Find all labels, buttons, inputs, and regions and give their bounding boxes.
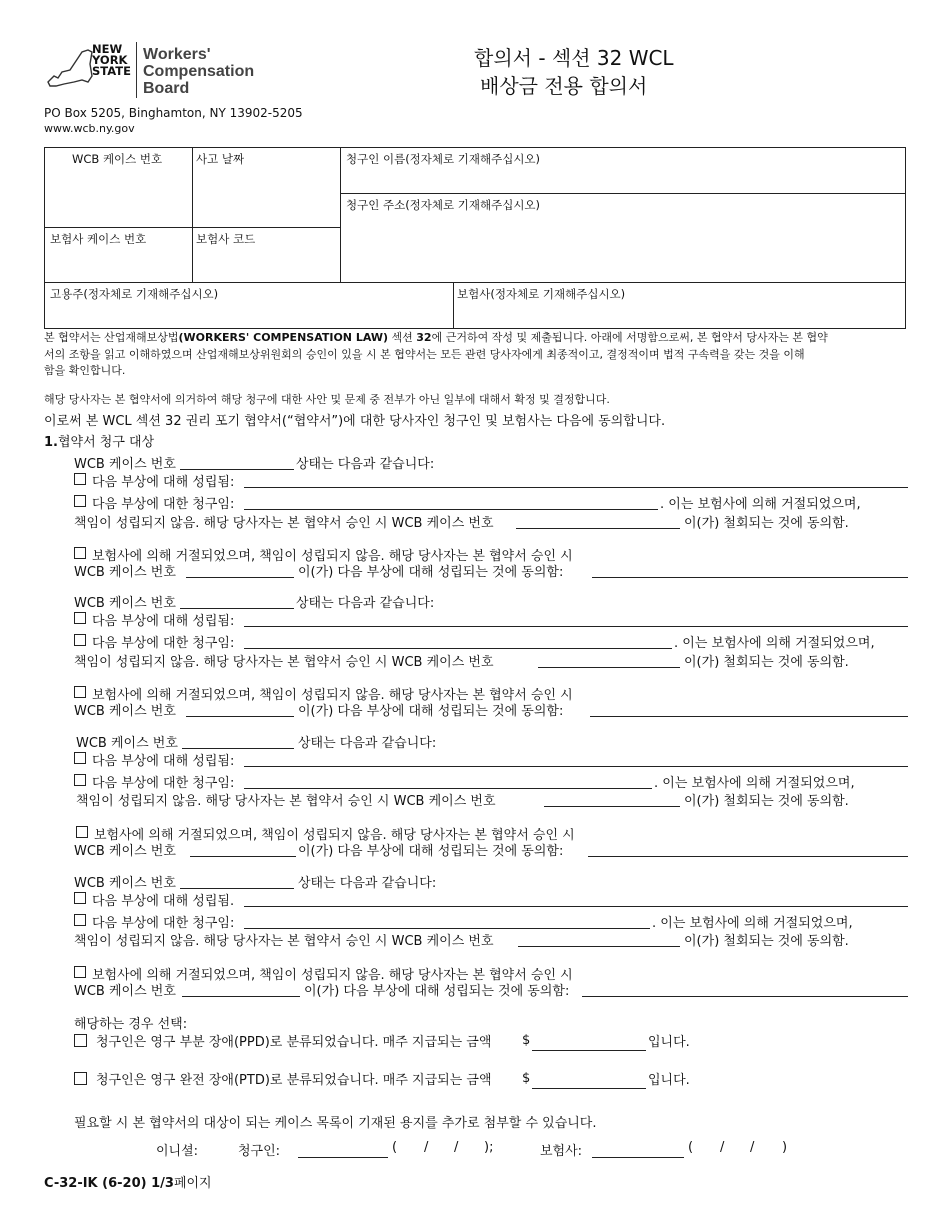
- case-4-wcb-label: WCB 케이스 번호: [74, 876, 176, 891]
- new-york-state-map-icon: [44, 42, 96, 90]
- case-1-denied-checkbox[interactable]: [74, 547, 86, 559]
- case-1-wcb-input[interactable]: [180, 469, 294, 470]
- insurer-field[interactable]: 보험사(정자체로 기재해주십시오): [457, 287, 626, 301]
- case-4-established-label: 다음 부상에 대해 성립됨.: [92, 894, 235, 909]
- case-1-agree-text: 이(가) 다음 부상에 대해 성립되는 것에 동의함:: [298, 565, 564, 580]
- employer-field[interactable]: 고용주(정자체로 기재해주십시오): [50, 287, 219, 301]
- case-4-established-checkbox[interactable]: [74, 892, 86, 904]
- case-2-status-label: 상태는 다음과 같습니다:: [296, 596, 435, 611]
- case-4-agree-injury-input[interactable]: [582, 996, 908, 997]
- case-4-no-liability-text: 책임이 성립되지 않음. 해당 당사자는 본 협약서 승인 시 WCB 케이스 번호: [74, 934, 494, 949]
- case-4-denied-label: 보험사에 의해 거절되었으며, 책임이 성립되지 않음. 해당 당사자는 본 협약서 승인 시: [92, 968, 573, 983]
- logo-org-text: Workers' Compensation Board: [143, 46, 255, 97]
- case-4-established-input[interactable]: [244, 906, 908, 907]
- intro-paragraph-line1: 본 협약서는 산업재해보상법(WORKERS' COMPENSATION LAW) 섹션 32에 근거하여 작성 및 제출됩니다. 아래에 서명함으로써, 본 협약서 당사자는 본 협약: [44, 331, 828, 344]
- claimant-date-open: (: [392, 1140, 398, 1155]
- section-1-heading: 1.협약서 청구 대상: [44, 435, 155, 450]
- case-3-claim-checkbox[interactable]: [74, 774, 86, 786]
- classification-heading: 해당하는 경우 선택:: [74, 1017, 188, 1032]
- ppd-currency: $: [522, 1033, 531, 1048]
- intro-paragraph-line2: 서의 조항을 읽고 이해하였으며 산업재해보상위원회의 승인이 있을 시 본 협약서는 모든 관련 당사자에게 최종적이고, 결정적이며 법적 구속력을 갖는 것을 이해: [44, 348, 805, 361]
- case-3-denied-checkbox[interactable]: [76, 826, 88, 838]
- case-1-agree-wcb-input[interactable]: [186, 577, 294, 578]
- case-3-claim-input[interactable]: [244, 788, 652, 789]
- logo-divider: [136, 42, 137, 98]
- insurer-date-year-input[interactable]: [756, 1141, 780, 1157]
- insurer-code-field[interactable]: 보험사 코드: [196, 232, 256, 246]
- initials-insurer-label: 보험사:: [540, 1144, 583, 1159]
- case-3-withdraw-text: 이(가) 철회되는 것에 동의함.: [684, 794, 849, 809]
- case-2-no-liability-text: 책임이 성립되지 않음. 해당 당사자는 본 협약서 승인 시 WCB 케이스 번호: [74, 655, 494, 670]
- insurer-case-number-field[interactable]: 보험사 케이스 번호: [50, 232, 147, 246]
- case-3-wcb-label: WCB 케이스 번호: [76, 736, 178, 751]
- case-2-denied-label: 보험사에 의해 거절되었으며, 책임이 성립되지 않음. 해당 당사자는 본 협약서 승인 시: [92, 688, 573, 703]
- case-3-established-input[interactable]: [244, 766, 908, 767]
- office-address: PO Box 5205, Binghamton, NY 13902-5205: [44, 106, 303, 120]
- case-1-wcb-label: WCB 케이스 번호: [74, 457, 176, 472]
- claimant-date-year-input[interactable]: [460, 1141, 482, 1157]
- case-2-established-label: 다음 부상에 대해 성립됨:: [92, 614, 235, 629]
- insurer-initials-input[interactable]: [592, 1157, 684, 1158]
- case-3-claim-label: 다음 부상에 대한 청구임:: [92, 776, 235, 791]
- claimant-date-slash-2: /: [454, 1140, 459, 1155]
- case-1-agree-injury-input[interactable]: [592, 577, 908, 578]
- case-2-agree-wcb-label: WCB 케이스 번호: [74, 704, 176, 719]
- case-4-wcb-input[interactable]: [180, 888, 294, 889]
- case-2-wcb-label: WCB 케이스 번호: [74, 596, 176, 611]
- intro-paragraph-line3: 함을 확인합니다.: [44, 364, 126, 377]
- case-2-claim-checkbox[interactable]: [74, 634, 86, 646]
- form-footer: C-32-IK (6-20) 1/3페이지: [44, 1176, 212, 1191]
- logo-state-text: NEW YORK STATE: [92, 42, 131, 78]
- case-3-agree-injury-input[interactable]: [588, 856, 908, 857]
- case-3-established-checkbox[interactable]: [74, 752, 86, 764]
- claimant-date-close: );: [484, 1140, 494, 1155]
- case-1-claim-input[interactable]: [244, 509, 658, 510]
- case-1-denied-text: . 이는 보험사에 의해 거절되었으며,: [660, 497, 861, 512]
- case-4-status-label: 상태는 다음과 같습니다:: [298, 876, 437, 891]
- initials-claimant-label: 청구인:: [238, 1144, 281, 1159]
- case-1-claim-checkbox[interactable]: [74, 495, 86, 507]
- case-1-established-checkbox[interactable]: [74, 473, 86, 485]
- parties-agreement-statement: 이로써 본 WCL 섹션 32 권리 포기 협약서(“협약서”)에 대한 당사자인 청구인 및 보험사는 다음에 동의합니다.: [44, 414, 666, 429]
- ppd-label: 청구인은 영구 부분 장애(PPD)로 분류되었습니다. 매주 지급되는 금액: [96, 1035, 492, 1050]
- case-3-agree-wcb-input[interactable]: [190, 856, 296, 857]
- case-3-established-label: 다음 부상에 대해 성립됨:: [92, 754, 235, 769]
- case-3-wcb-input[interactable]: [182, 748, 294, 749]
- claimant-date-month-input[interactable]: [398, 1141, 422, 1157]
- case-2-agree-text: 이(가) 다음 부상에 대해 성립되는 것에 동의함:: [298, 704, 564, 719]
- case-1-status-label: 상태는 다음과 같습니다:: [296, 457, 435, 472]
- case-4-agree-wcb-input[interactable]: [182, 996, 300, 997]
- case-2-withdraw-text: 이(가) 철회되는 것에 동의함.: [684, 655, 849, 670]
- case-1-established-label: 다음 부상에 대해 성립됨:: [92, 475, 235, 490]
- case-2-agree-wcb-input[interactable]: [186, 716, 294, 717]
- case-2-agree-injury-input[interactable]: [590, 716, 908, 717]
- case-2-withdraw-case-input[interactable]: [538, 667, 680, 668]
- insurer-date-slash-1: /: [720, 1140, 725, 1155]
- ppd-checkbox[interactable]: [74, 1034, 87, 1047]
- insurer-date-month-input[interactable]: [694, 1141, 718, 1157]
- website: www.wcb.ny.gov: [44, 122, 135, 135]
- attachment-note: 필요할 시 본 협약서의 대상이 되는 케이스 목록이 기재된 용지를 추가로 첨부할 수 있습니다.: [74, 1116, 597, 1131]
- case-4-denied-text: . 이는 보험사에 의해 거절되었으며,: [652, 916, 853, 931]
- case-3-denied-label: 보험사에 의해 거절되었으며, 책임이 성립되지 않음. 해당 당사자는 본 협약서 승인 시: [94, 828, 575, 843]
- ptd-label: 청구인은 영구 완전 장애(PTD)로 분류되었습니다. 매주 지급되는 금액: [96, 1073, 492, 1088]
- case-2-established-checkbox[interactable]: [74, 612, 86, 624]
- case-4-claim-checkbox[interactable]: [74, 914, 86, 926]
- claimant-date-slash-1: /: [424, 1140, 429, 1155]
- case-2-denied-text: . 이는 보험사에 의해 거절되었으며,: [674, 636, 875, 651]
- case-1-denied-label: 보험사에 의해 거절되었으며, 책임이 성립되지 않음. 해당 당사자는 본 협약서 승인 시: [92, 549, 573, 564]
- insurer-date-close: ): [782, 1140, 788, 1155]
- case-3-no-liability-text: 책임이 성립되지 않음. 해당 당사자는 본 협약서 승인 시 WCB 케이스 번호: [76, 794, 496, 809]
- case-3-agree-wcb-label: WCB 케이스 번호: [74, 844, 176, 859]
- ptd-suffix: 입니다.: [648, 1073, 690, 1088]
- case-3-denied-text: . 이는 보험사에 의해 거절되었으며,: [654, 776, 855, 791]
- ppd-amount-input[interactable]: [532, 1050, 646, 1051]
- case-3-withdraw-case-input[interactable]: [544, 806, 680, 807]
- claimant-date-day-input[interactable]: [430, 1141, 452, 1157]
- initials-label: 이니셜:: [156, 1144, 199, 1159]
- case-4-agree-text: 이(가) 다음 부상에 대해 성립되는 것에 동의함:: [304, 984, 570, 999]
- case-3-status-label: 상태는 다음과 같습니다:: [298, 736, 437, 751]
- wcb-case-number-field[interactable]: WCB 케이스 번호: [72, 152, 163, 166]
- case-3-agree-text: 이(가) 다음 부상에 대해 성립되는 것에 동의함:: [298, 844, 564, 859]
- case-4-claim-label: 다음 부상에 대한 청구임:: [92, 916, 235, 931]
- ptd-checkbox[interactable]: [74, 1072, 87, 1085]
- insurer-date-day-input[interactable]: [726, 1141, 748, 1157]
- accident-date-field[interactable]: 사고 날짜: [196, 152, 245, 166]
- insurer-date-open: (: [688, 1140, 694, 1155]
- case-2-claim-input[interactable]: [244, 648, 672, 649]
- case-1-established-input[interactable]: [244, 487, 908, 488]
- case-2-claim-label: 다음 부상에 대한 청구임:: [92, 636, 235, 651]
- ptd-amount-input[interactable]: [532, 1088, 646, 1089]
- case-4-claim-input[interactable]: [244, 928, 650, 929]
- case-1-agree-wcb-label: WCB 케이스 번호: [74, 565, 176, 580]
- ptd-currency: $: [522, 1071, 531, 1086]
- case-4-denied-checkbox[interactable]: [74, 966, 86, 978]
- claimant-address-field[interactable]: 청구인 주소(정자체로 기재해주십시오): [346, 198, 541, 212]
- case-1-withdraw-case-input[interactable]: [516, 528, 680, 529]
- insurer-date-slash-2: /: [750, 1140, 755, 1155]
- case-4-withdraw-case-input[interactable]: [518, 946, 680, 947]
- claimant-initials-input[interactable]: [298, 1157, 388, 1158]
- case-2-established-input[interactable]: [244, 626, 908, 627]
- case-2-wcb-input[interactable]: [180, 608, 294, 609]
- partial-settlement-note: 해당 당사자는 본 협약서에 의거하여 해당 청구에 대한 사안 및 문제 중 전부가 아닌 일부에 대해서 확정 및 결정합니다.: [44, 393, 610, 406]
- case-1-claim-label: 다음 부상에 대한 청구임:: [92, 497, 235, 512]
- case-1-withdraw-text: 이(가) 철회되는 것에 동의함.: [684, 516, 849, 531]
- case-4-agree-wcb-label: WCB 케이스 번호: [74, 984, 176, 999]
- form-subtitle: 배상금 전용 합의서: [480, 74, 648, 98]
- claimant-name-field[interactable]: 청구인 이름(정자체로 기재해주십시오): [346, 152, 541, 166]
- case-2-denied-checkbox[interactable]: [74, 686, 86, 698]
- case-1-no-liability-text: 책임이 성립되지 않음. 해당 당사자는 본 협약서 승인 시 WCB 케이스 번호: [74, 516, 494, 531]
- ppd-suffix: 입니다.: [648, 1035, 690, 1050]
- case-4-withdraw-text: 이(가) 철회되는 것에 동의함.: [684, 934, 849, 949]
- form-title: 합의서 - 섹션 32 WCL: [474, 46, 674, 70]
